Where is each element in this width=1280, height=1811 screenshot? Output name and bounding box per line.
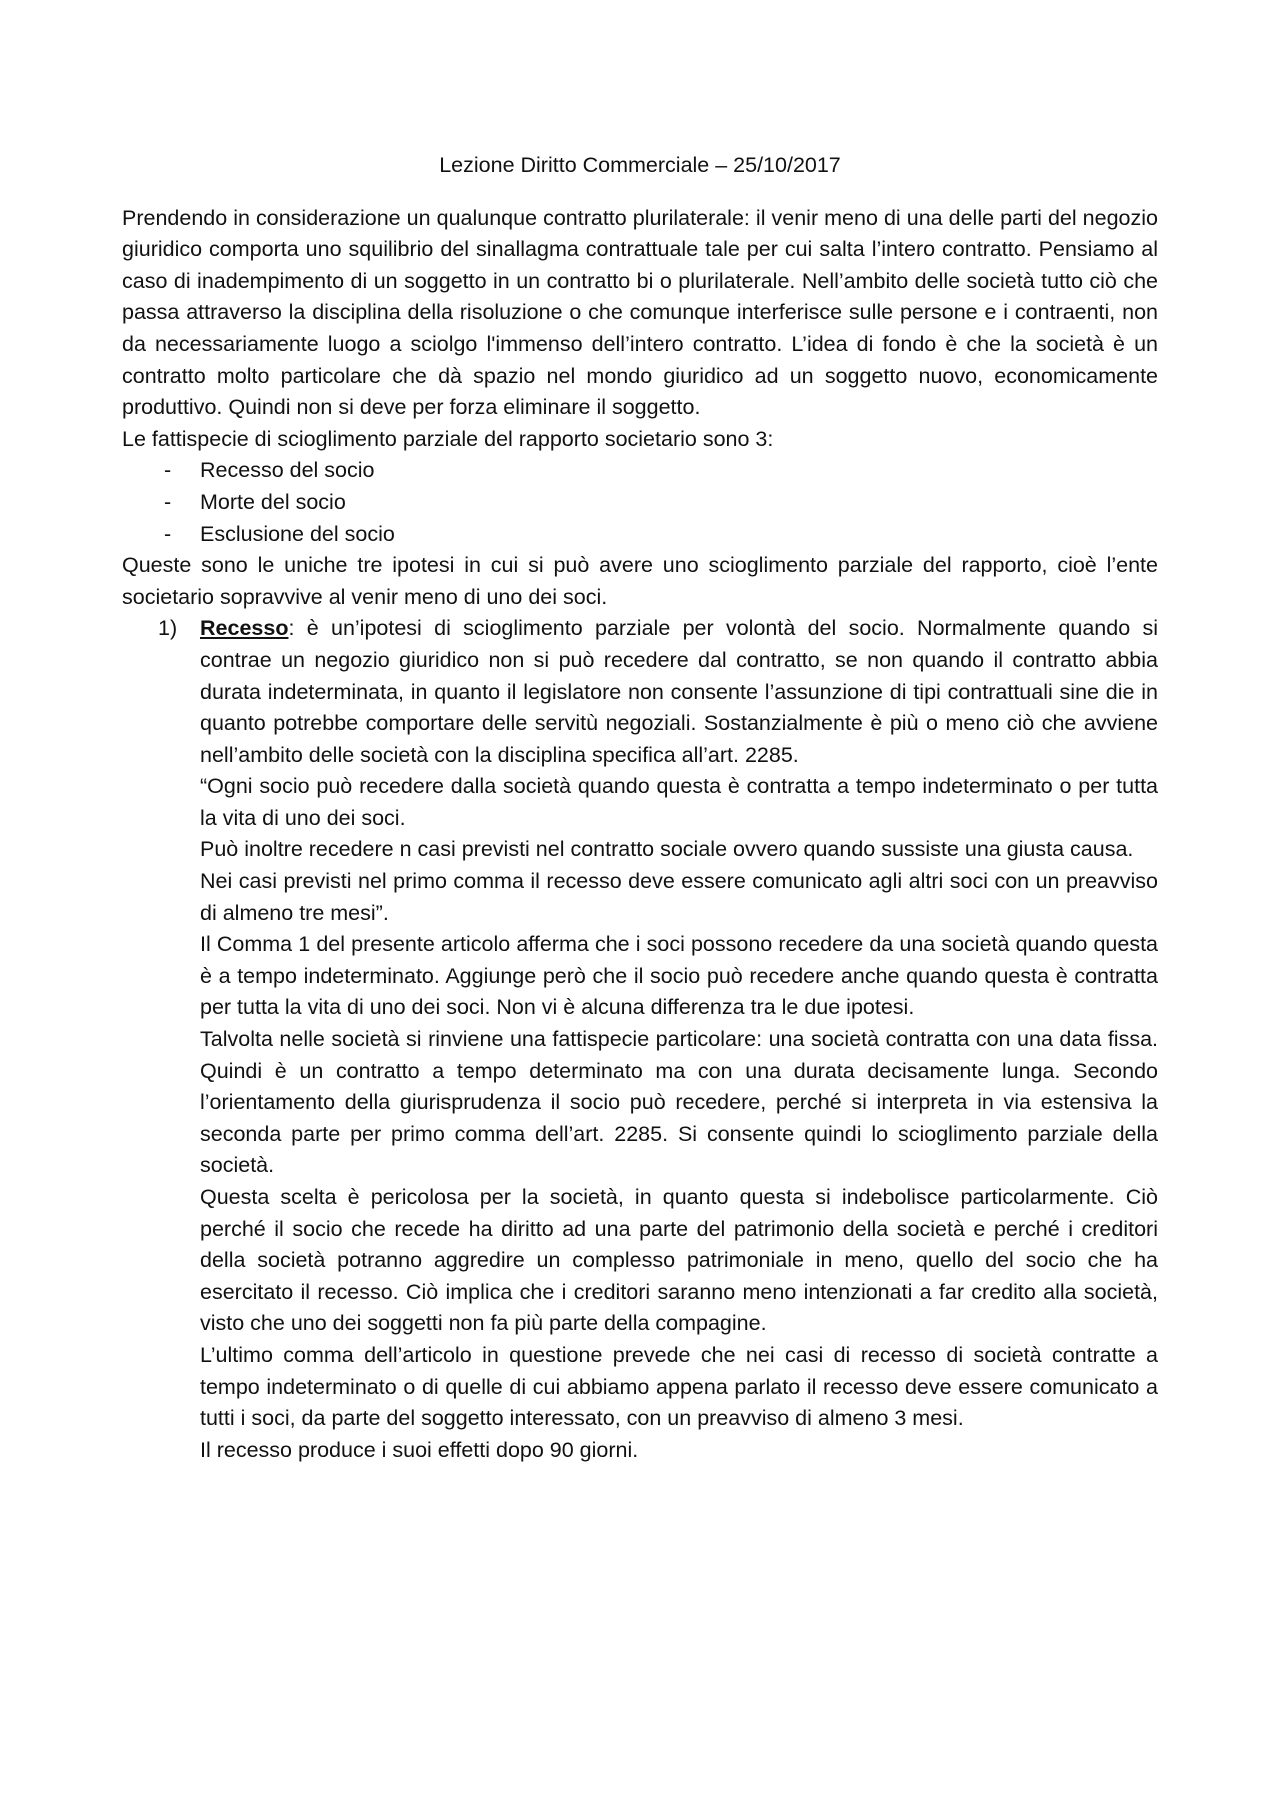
fattispecie-list — [122, 455, 1158, 550]
rischi-paragraph: Questa scelta è pericolosa per la società, in quanto questa si indebolisce particolarmente. Ciò perché il socio che recede ha diritto ad una parte del patrimonio della società e perché i creditori della società potranno aggredire un complesso patrimoniale in meno, quello del socio che ha esercitato il recesso. Ciò implica che i creditori saranno meno intenzionati a far credito alla società, visto che uno dei soggetti non fa più parte della compagine. — [200, 1185, 1158, 1336]
dash-bullet: - — [164, 458, 172, 483]
data-fissa-paragraph: Talvolta nelle società si rinviene una fattispecie particolare: una società contratta con una data fissa. Quindi è un contratto a tempo determinato ma con una durata decisamente lunga. Secondo l’orientamento della giurisprudenza il socio può recedere, perché si interpreta in via estensiva la seconda parte per primo comma dell’art. 2285. Si consente quindi lo scioglimento parziale della società. — [200, 1027, 1158, 1178]
document-title: Lezione Diritto Commerciale – 25/10/2017 — [439, 153, 841, 177]
section-lead-paragraph — [200, 613, 1158, 771]
section-term: Recesso — [200, 616, 289, 641]
article-quote-line-2: Può inoltre recedere n casi previsti nel contratto sociale ovvero quando sussiste una giusta causa. — [200, 837, 1134, 862]
document-page — [122, 150, 1158, 1466]
comma-1-commentary: Il Comma 1 del presente articolo afferma che i soci possono recedere da una società quando questa è a tempo indeterminato. Aggiunge però che il socio può recedere anche quando questa è contratta per tutta la vita di uno dei soci. Non vi è alcuna differenza tra le due ipotesi. — [200, 932, 1158, 1020]
section-lead-text: : è un’ipotesi di scioglimento parziale per volontà del socio. Normalmente quando si contrae un negozio giuridico non si può recedere dal contratto, se non quando il contratto abbia durata indeterminata, in quanto il legislatore non consente l’assunzione di tipi contrattuali sine die in quanto potrebbe comportare delle servitù negoziali. Sostanzialmente è più o meno ciò che avviene nell’ambito delle società con la disciplina specifica all’art. 2285. — [200, 616, 1158, 767]
ultimo-comma-paragraph: L’ultimo comma dell’articolo in questione prevede che nei casi di recesso di società contratte a tempo indeterminato o di quelle di cui abbiamo appena parlato il recesso deve essere comunicato a tutti i soci, da parte del soggetto interessato, con un preavviso di almeno 3 mesi. — [200, 1342, 1158, 1431]
list-item — [122, 519, 1158, 551]
list-item-text: Morte del socio — [200, 489, 346, 514]
intro-paragraph: Prendendo in considerazione un qualunque contratto plurilaterale: il venir meno di una delle parti del negozio giuridico comporta uno squilibrio del sinallagma contrattuale tale per cui salta l’intero contratto. Pensiamo al caso di inadempimento di un soggetto in un contratto bi o plurilaterale. Nell’ambito delle società tutto ciò che passa attraverso la disciplina della risoluzione o che comunque interferisce sulle persone e i contraenti, non da necessariamente luogo a sciolgo l'immenso dell’intero contratto. L’idea di fondo è che la società è un contratto molto particolare che dà spazio nel mondo giuridico ad un soggetto nuovo, economicamente produttivo. Quindi non si deve per forza eliminare il soggetto. — [122, 205, 1158, 420]
article-quote-line-1: “Ogni socio può recedere dalla società quando questa è contratta a tempo indeterminato o per tutta la vita di uno dei soci. — [200, 774, 1158, 830]
section-number: 1) — [158, 616, 178, 641]
effetti-paragraph: Il recesso produce i suoi effetti dopo 90 giorni. — [200, 1437, 639, 1462]
conclusion-paragraph: Queste sono le uniche tre ipotesi in cui si può avere uno scioglimento parziale del rapporto, cioè l’ente societario sopravvive al venir meno di uno dei soci. — [122, 553, 1158, 609]
list-item-text: Recesso del socio — [200, 458, 375, 483]
list-item — [122, 487, 1158, 519]
list-item — [122, 455, 1158, 487]
fattispecie-intro: Le fattispecie di scioglimento parziale del rapporto societario sono 3: — [122, 426, 774, 451]
dash-bullet: - — [164, 521, 172, 546]
list-item-text: Esclusione del socio — [200, 521, 395, 546]
section-recesso — [122, 613, 1158, 1466]
dash-bullet: - — [164, 489, 172, 514]
article-quote-line-3: Nei casi previsti nel primo comma il recesso deve essere comunicato agli altri soci con un preavviso di almeno tre mesi”. — [200, 869, 1158, 925]
